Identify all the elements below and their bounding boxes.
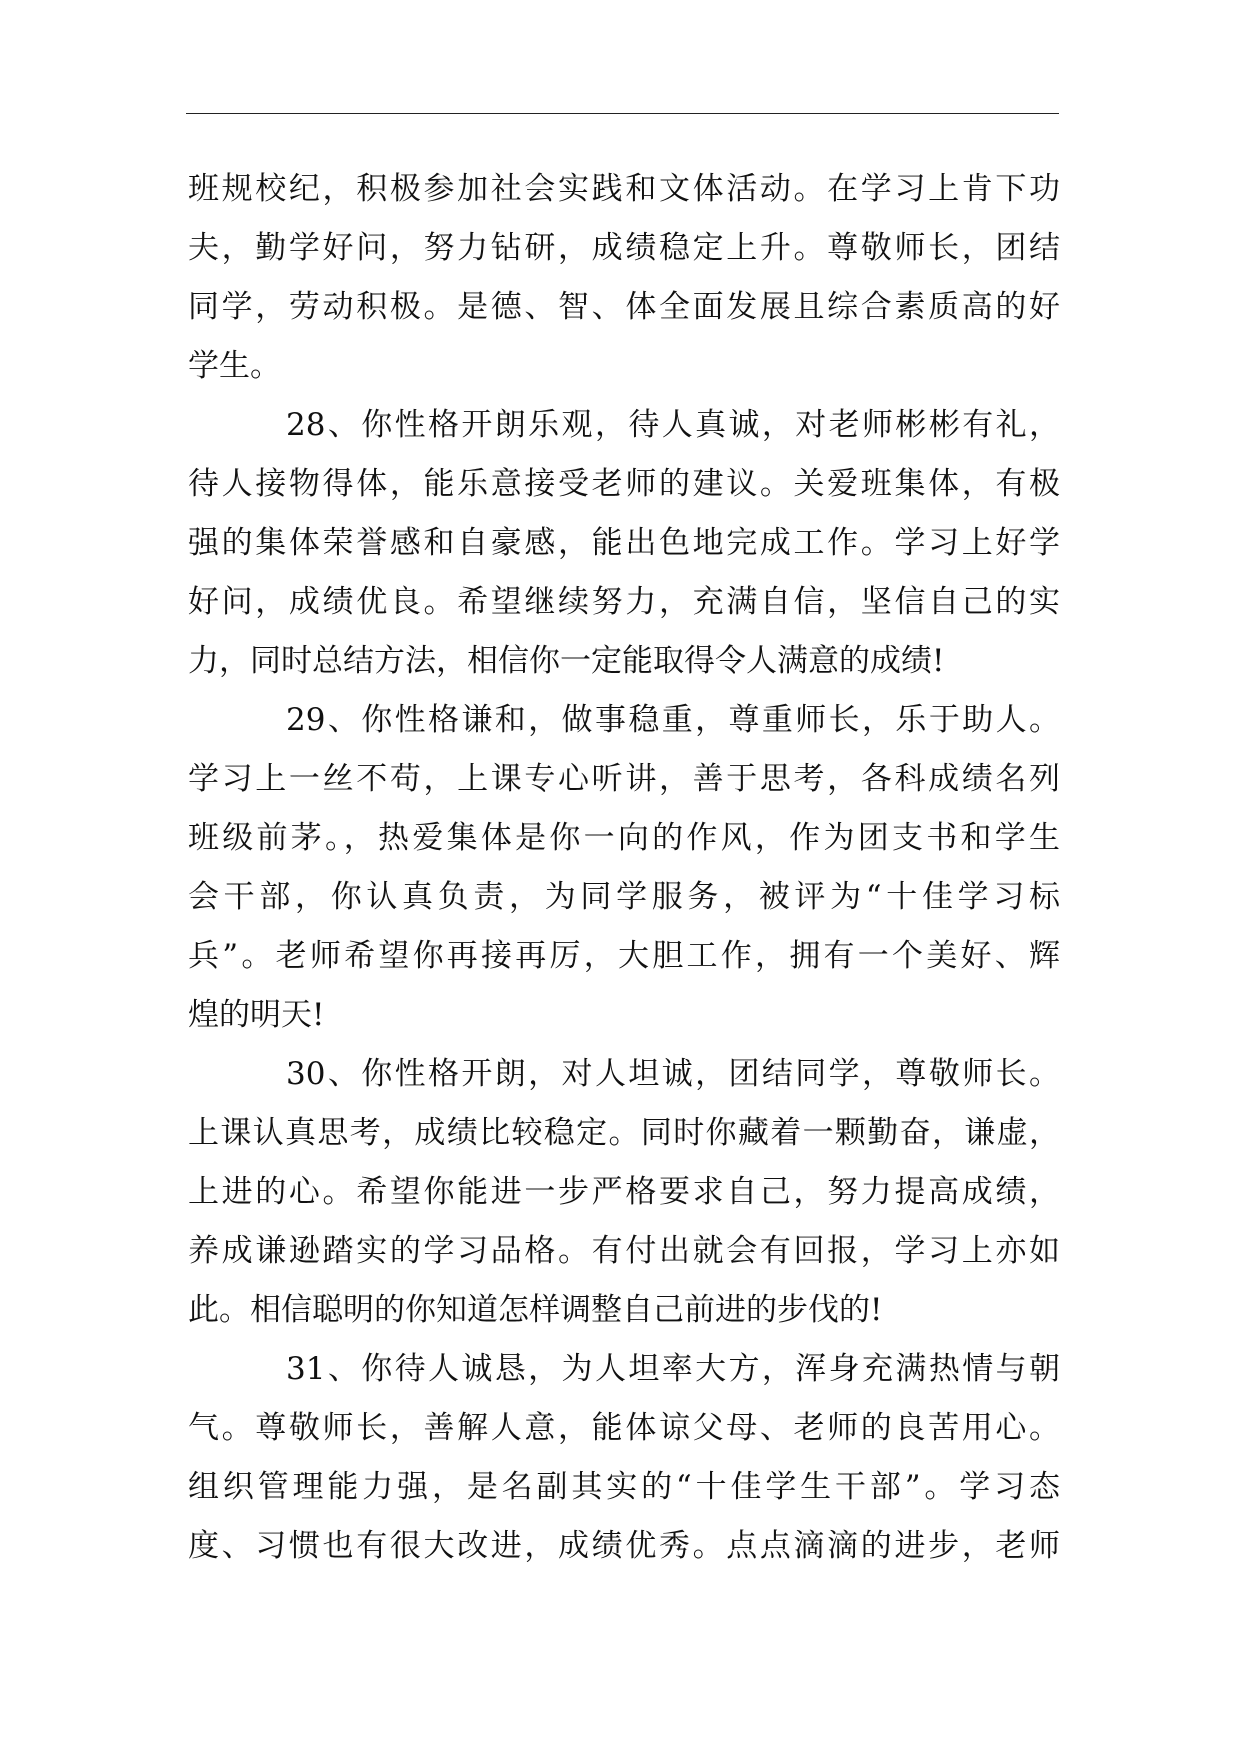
header-rule [186,113,1059,114]
text-line: 煌的明天! [188,997,325,1033]
text-line: 夫，勤学好问，努力钻研，成绩稳定上升。尊敬师长，团结 [188,230,1060,266]
text-line: 兵”。老师希望你再接再厉，大胆工作，拥有一个美好、辉 [188,938,1060,974]
text-line: 组织管理能力强，是名副其实的“十佳学生干部”。学习态 [188,1469,1060,1505]
text-line: 上课认真思考，成绩比较稳定。同时你藏着一颗勤奋，谦虚， [188,1115,1060,1151]
text-line: 气。尊敬师长，善解人意，能体谅父母、老师的良苦用心。 [188,1410,1060,1446]
page-body [188,160,1060,1576]
text-line: 待人接物得体，能乐意接受老师的建议。关爱班集体，有极 [188,466,1060,502]
text-line: 会干部，你认真负责，为同学服务，被评为“十佳学习标 [188,879,1060,915]
paragraph-first-line: 28、你性格开朗乐观，待人真诚，对老师彬彬有礼， [286,407,1060,443]
text-line: 班规校纪，积极参加社会实践和文体活动。在学习上肯下功 [188,171,1060,207]
text-line: 力，同时总结方法，相信你一定能取得令人满意的成绩! [188,643,945,679]
paragraph-first-line: 31、你待人诚恳，为人坦率大方，浑身充满热情与朝 [286,1351,1060,1387]
text-line: 学习上一丝不苟，上课专心听讲，善于思考，各科成绩名列 [188,761,1060,797]
text-line: 上进的心。希望你能进一步严格要求自己，努力提高成绩， [188,1174,1060,1210]
text-line: 学生。 [188,348,281,384]
text-line: 同学，劳动积极。是德、智、体全面发展且综合素质高的好 [188,289,1060,325]
text-line: 班级前茅。，热爱集体是你一向的作风，作为团支书和学生 [188,820,1060,856]
paragraph-first-line: 29、你性格谦和，做事稳重，尊重师长，乐于助人。 [286,702,1060,738]
text-line: 度、习惯也有很大改进，成绩优秀。点点滴滴的进步，老师 [188,1528,1060,1564]
paragraph-first-line: 30、你性格开朗，对人坦诚，团结同学，尊敬师长。 [286,1056,1060,1092]
text-line: 此。相信聪明的你知道怎样调整自己前进的步伐的! [188,1292,883,1328]
text-line: 好问，成绩优良。希望继续努力，充满自信，坚信自己的实 [188,584,1060,620]
text-line: 强的集体荣誉感和自豪感，能出色地完成工作。学习上好学 [188,525,1060,561]
text-line: 养成谦逊踏实的学习品格。有付出就会有回报，学习上亦如 [188,1233,1060,1269]
